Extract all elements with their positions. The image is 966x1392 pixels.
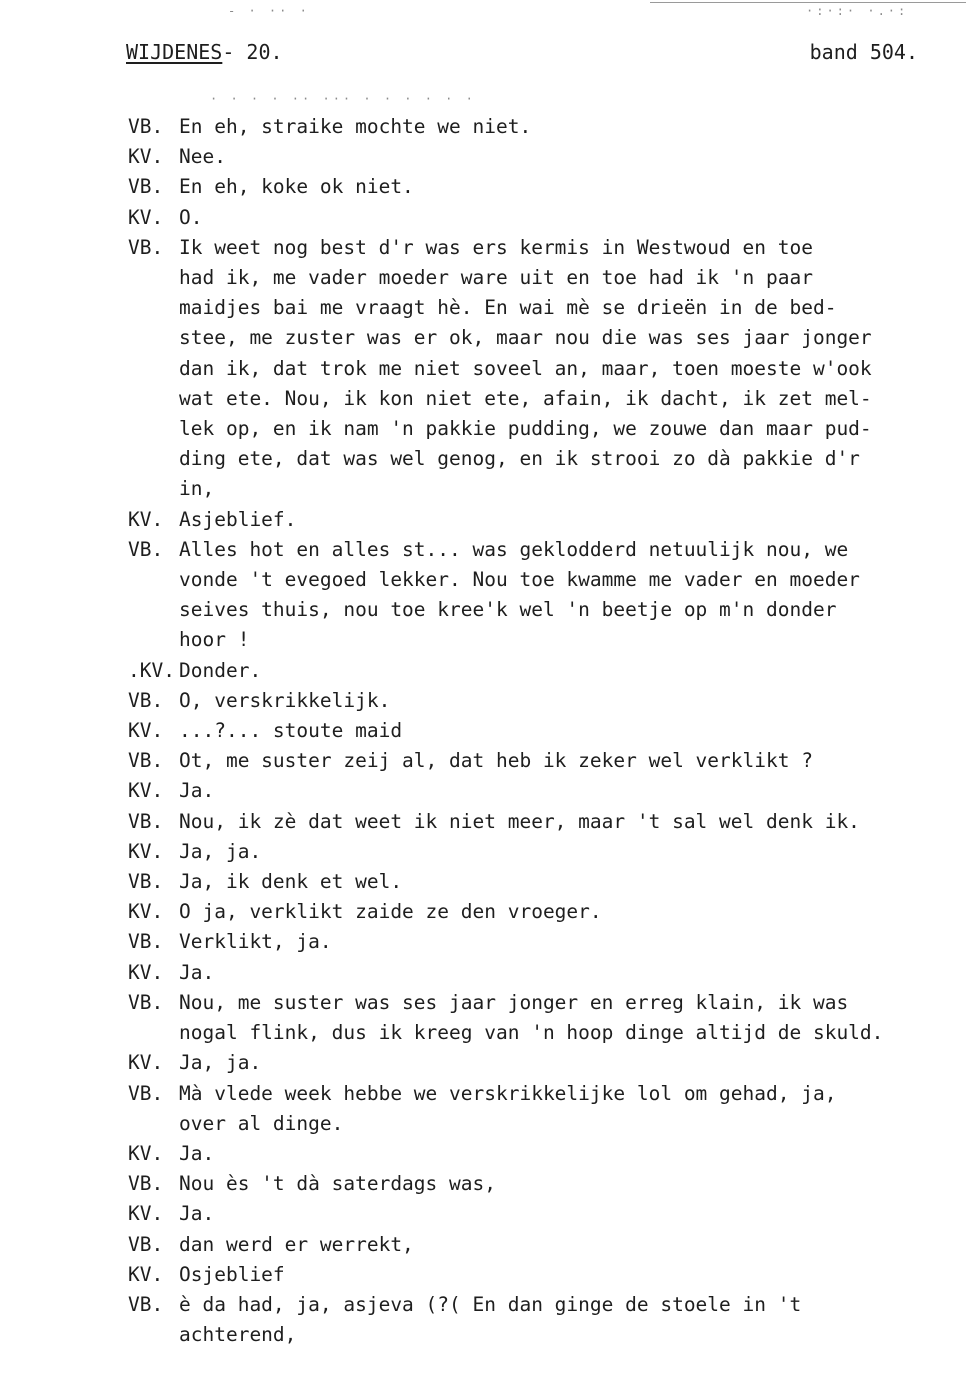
speaker-label: KV. <box>128 839 164 863</box>
utterance <box>179 807 928 837</box>
speaker-label: VB. <box>128 537 164 561</box>
utterance-line: Verklikt, ja. <box>179 930 332 954</box>
utterance-line: Nee. <box>179 145 226 169</box>
transcript-entry <box>128 686 928 716</box>
transcript-entry <box>128 535 928 656</box>
utterance <box>179 686 928 716</box>
utterance-line: over al dinge. <box>179 1111 344 1135</box>
utterance-line: è da had, ja, asjeva (?( En dan ginge de stoele in 't <box>179 1292 802 1316</box>
utterance-line: vonde 't evegoed lekker. Nou toe kwamme me vader en moeder <box>179 568 860 592</box>
speaker-surname: WIJDENES <box>126 40 223 64</box>
utterance-line: dan ik, dat trok me niet soveel an, maar, toen moeste w'ook <box>179 356 872 380</box>
speaker-label: VB. <box>128 115 164 138</box>
utterance-line: achterend, <box>179 1323 297 1347</box>
utterance-line: dan werd er werrekt, <box>179 1232 414 1256</box>
transcript-entry <box>128 1169 928 1199</box>
speaker-label: KV. <box>128 900 164 924</box>
speaker-label: KV. <box>128 779 164 803</box>
utterance <box>179 837 928 867</box>
speaker-label: .KV. <box>128 658 175 682</box>
speaker-label: VB. <box>128 930 164 954</box>
utterance <box>179 1169 928 1199</box>
speaker-label: KV. <box>128 1051 164 1075</box>
top-edge-rule <box>650 2 966 3</box>
utterance <box>179 776 928 806</box>
utterance <box>179 233 928 505</box>
utterance-line: En eh, koke ok niet. <box>179 175 414 199</box>
utterance-line: Ja, ja. <box>179 1051 262 1075</box>
utterance <box>179 203 928 233</box>
utterance <box>179 1199 928 1229</box>
band-number: band 504. <box>809 40 918 64</box>
utterance <box>179 1048 928 1078</box>
transcript-entry <box>128 203 928 233</box>
utterance <box>179 1139 928 1169</box>
header-left <box>126 40 283 64</box>
transcript-entry <box>128 807 928 837</box>
utterance-line: Ja, ik denk et wel. <box>179 870 403 894</box>
utterance-line: Mà vlede week hebbe we verskrikkelijke lol om gehad, ja, <box>179 1081 837 1105</box>
utterance-line: in, <box>179 477 215 501</box>
speaker-label: VB. <box>128 990 164 1014</box>
utterance-line: Nou, ik zè dat weet ik niet meer, maar 't sal wel denk ik. <box>179 809 860 833</box>
transcript-entry <box>128 1199 928 1229</box>
utterance <box>179 927 928 957</box>
speaker-label: VB. <box>128 809 164 833</box>
utterance <box>179 112 928 142</box>
transcript-entry <box>128 1290 928 1350</box>
speaker-label: KV. <box>128 1262 164 1286</box>
utterance <box>179 716 928 746</box>
utterance-line: had ik, me vader moeder ware uit en toe had ik 'n paar <box>179 266 813 290</box>
transcript-entry <box>128 1230 928 1260</box>
utterance-line: Donder. <box>179 658 262 682</box>
utterance-line: stee, me zuster was er ok, maar nou die was ses jaar jonger <box>179 326 872 350</box>
transcript-entry <box>128 927 928 957</box>
utterance-line: Osjeblief <box>179 1262 285 1286</box>
transcript-entry <box>128 716 928 746</box>
page-header <box>126 40 918 70</box>
utterance-line: Nou, me suster was ses jaar jonger en erreg klain, ik was <box>179 990 849 1014</box>
utterance-line: En eh, straike mochte we niet. <box>179 115 532 138</box>
speaker-label: KV. <box>128 960 164 984</box>
utterance-line: Ja. <box>179 1202 215 1226</box>
speaker-label: KV. <box>128 1141 164 1165</box>
speaker-label: VB. <box>128 688 164 712</box>
utterance-line: seives thuis, nou toe kree'k wel 'n beetje op m'n donder <box>179 598 837 622</box>
utterance-line: Nou ès 't dà saterdags was, <box>179 1172 496 1196</box>
transcript-entry <box>128 958 928 988</box>
transcript-entry <box>128 867 928 897</box>
utterance-line: maidjes bai me vraagt hè. En wai mè se drieën in de bed- <box>179 296 837 320</box>
speaker-label: VB. <box>128 870 164 894</box>
transcript-entry <box>128 656 928 686</box>
speaker-label: KV. <box>128 1202 164 1226</box>
utterance-line: wat ete. Nou, ik kon niet ete, afain, ik dacht, ik zet mel- <box>179 386 872 410</box>
transcript-entry <box>128 988 928 1048</box>
transcript-entry <box>128 776 928 806</box>
utterance <box>179 1230 928 1260</box>
utterance-line: Ja, ja. <box>179 839 262 863</box>
speaker-label: VB. <box>128 235 164 259</box>
speaker-label: VB. <box>128 1172 164 1196</box>
scan-specks: ·:·:· ·.·: <box>806 4 909 18</box>
scan-specks: · · · · ·· ··· · · · · · · <box>210 92 476 106</box>
scan-specks: - · ·· · <box>228 4 310 18</box>
utterance-line: nogal flink, dus ik kreeg van 'n hoop dinge altijd de skuld. <box>179 1021 884 1045</box>
utterance <box>179 535 928 656</box>
transcript-entry <box>128 897 928 927</box>
speaker-label: KV. <box>128 719 164 743</box>
utterance <box>179 988 928 1048</box>
utterance <box>179 897 928 927</box>
transcript-entry <box>128 233 928 505</box>
speaker-label: VB. <box>128 749 164 773</box>
utterance-line: O. <box>179 205 203 229</box>
utterance-line: lek op, en ik nam 'n pakkie pudding, we zouwe dan maar pud- <box>179 417 872 441</box>
speaker-label: VB. <box>128 1232 164 1256</box>
utterance-line: Ja. <box>179 960 215 984</box>
utterance-line: Ik weet nog best d'r was ers kermis in Westwoud en toe <box>179 235 813 259</box>
utterance-line: O, verskrikkelijk. <box>179 688 391 712</box>
speaker-label: VB. <box>128 175 164 199</box>
speaker-label: KV. <box>128 205 164 229</box>
utterance-line: hoor ! <box>179 628 250 652</box>
utterance-line: Asjeblief. <box>179 507 297 531</box>
transcript-entry <box>128 172 928 202</box>
utterance <box>179 958 928 988</box>
speaker-label: VB. <box>128 1292 164 1316</box>
speaker-label: VB. <box>128 1081 164 1105</box>
utterance-line: Ja. <box>179 779 215 803</box>
utterance-line: Alles hot en alles st... was geklodderd netuulijk nou, we <box>179 537 849 561</box>
utterance <box>179 867 928 897</box>
utterance-line: ...?... stoute maid <box>179 719 403 743</box>
transcript-entry <box>128 837 928 867</box>
utterance <box>179 505 928 535</box>
utterance-line: O ja, verklikt zaide ze den vroeger. <box>179 900 602 924</box>
transcript-entry <box>128 112 928 142</box>
utterance <box>179 746 928 776</box>
utterance <box>179 142 928 172</box>
utterance <box>179 1290 928 1350</box>
utterance <box>179 656 928 686</box>
transcript-entry <box>128 746 928 776</box>
transcript-entry <box>128 1139 928 1169</box>
transcript-entry <box>128 142 928 172</box>
utterance <box>179 1260 928 1290</box>
utterance <box>179 172 928 202</box>
utterance-line: Ot, me suster zeij al, dat heb ik zeker wel verklikt ? <box>179 749 813 773</box>
page-number: - 20. <box>222 40 283 64</box>
utterance <box>179 1079 928 1139</box>
transcript-entry <box>128 1260 928 1290</box>
transcript-entry <box>128 505 928 535</box>
utterance-line: Ja. <box>179 1141 215 1165</box>
speaker-label: KV. <box>128 145 164 169</box>
speaker-label: KV. <box>128 507 164 531</box>
utterance-line: ding ete, dat was wel genog, en ik strooi zo dà pakkie d'r <box>179 447 860 471</box>
transcript-entry <box>128 1048 928 1078</box>
transcript <box>128 112 928 1350</box>
transcript-entry <box>128 1079 928 1139</box>
